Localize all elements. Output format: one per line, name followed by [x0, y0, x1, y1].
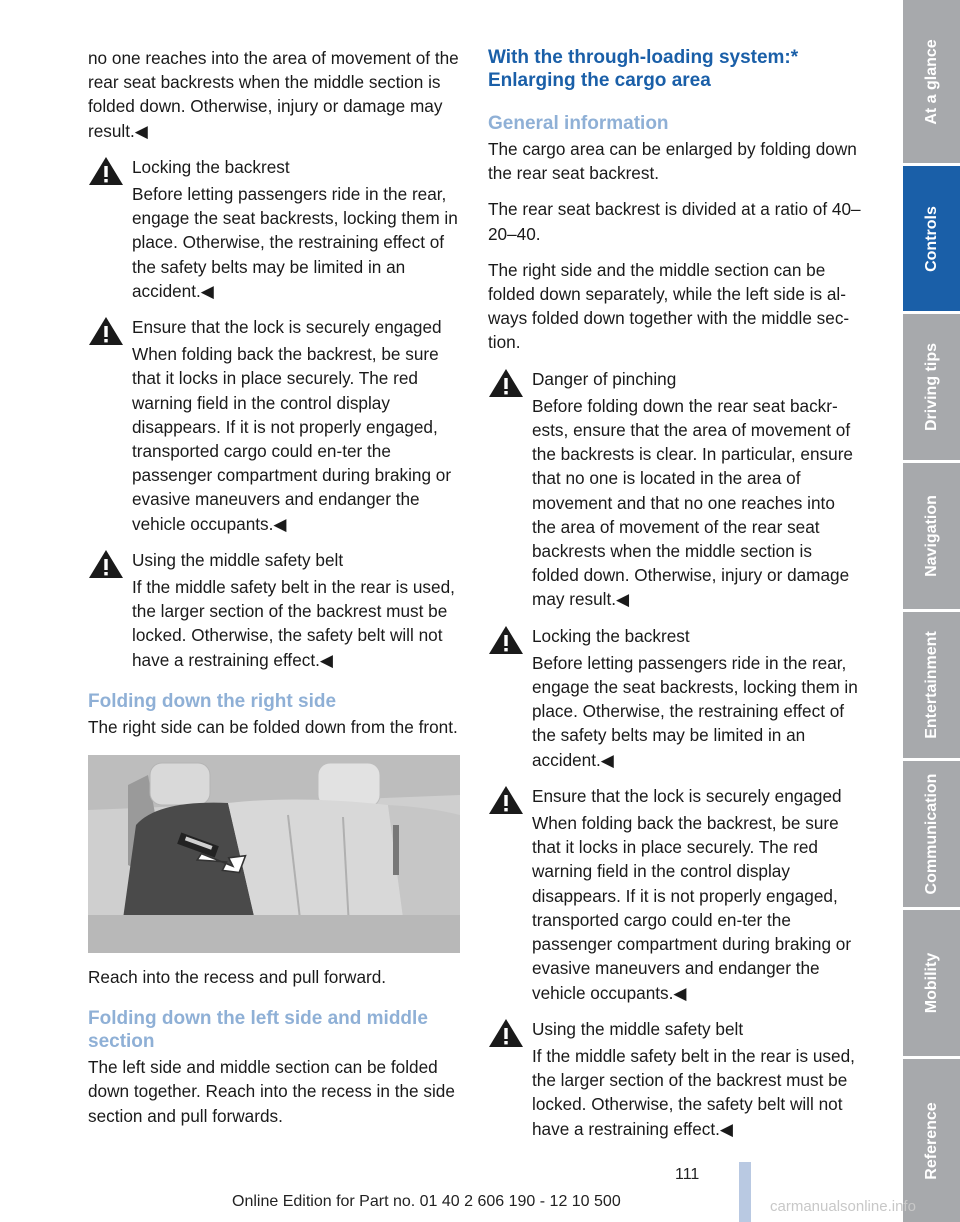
section-text: The right side can be folded down from the front. — [88, 716, 458, 737]
paragraph: The right side and the middle section can be folded down separately, while the left side is al‐ways folded down together with the middle sec‐tion. — [488, 259, 850, 353]
page-heading: With the through-loading system:* Enlarging the cargo area — [488, 47, 799, 91]
section-text: The left side and middle section can be folded down together. Reach into the recess in the side section and pull forwards. — [88, 1057, 455, 1126]
tab-label: Driving tips — [922, 342, 940, 432]
paragraph: The rear seat backrest is divided at a ratio of 40–20–40. — [488, 199, 861, 244]
warning-title: Using the middle safety belt — [132, 549, 344, 570]
tab-navigation[interactable] — [903, 463, 960, 609]
tab-communication[interactable] — [903, 761, 960, 907]
tab-label: At a glance — [922, 38, 940, 125]
warning-title: Ensure that the lock is securely engaged — [532, 785, 842, 806]
warning-triangle-icon — [88, 156, 124, 186]
tab-label: Mobility — [922, 952, 940, 1014]
section-heading: Folding down the left side and middle section — [88, 1008, 428, 1053]
tab-label: Controls — [922, 205, 940, 272]
warning-triangle-icon — [88, 316, 124, 346]
paragraph: The cargo area can be enlarged by folding down the rear seat backrest. — [488, 139, 857, 184]
warning-triangle-icon — [88, 549, 124, 579]
tab-label: Reference — [922, 1101, 940, 1180]
warning-body: When folding back the backrest, be sure that it locks in place securely. The red warning field in the control display disappears. If it is not properly engaged, transported cargo could en‐ter the passenger compartment during braking or evasive maneuvers and endanger the vehicle occupants.◀ — [132, 344, 452, 534]
rear-seat-photo — [88, 755, 460, 953]
warning-body: Before letting passengers ride in the rear, engage the seat backrests, locking them in place. Otherwise, the restraining effect of the safety belts may be limited in an accident.◀ — [132, 184, 458, 301]
section-heading: Folding down the right side — [88, 690, 337, 712]
warning-block — [488, 624, 862, 772]
warning-title: Using the middle safety belt — [532, 1018, 744, 1039]
tab-driving-tips[interactable] — [903, 314, 960, 460]
warning-body: When folding back the backrest, be sure that it locks in place securely. The red warning field in the control display disappears. If it is not properly engaged, transported cargo could en‐ter the passenger compartment during braking or evasive maneuvers and endanger the vehicle occupants.◀ — [532, 813, 852, 1003]
tab-at-a-glance[interactable] — [903, 0, 960, 163]
left-column — [88, 46, 462, 1140]
warning-triangle-icon — [488, 785, 524, 815]
warning-title: Locking the backrest — [532, 625, 690, 646]
warning-block — [88, 548, 462, 672]
tab-label: Communication — [922, 773, 940, 895]
page-marker-bar — [739, 1162, 751, 1222]
warning-body: If the middle safety belt in the rear is used, the larger section of the backrest must be locked. Otherwise, the safety belt will not have a restraining effect.◀ — [532, 1045, 855, 1139]
footer-edition: Online Edition for Part no. 01 40 2 606 190 - 12 10 500 — [232, 1193, 621, 1210]
photo-caption: Reach into the recess and pull forward. — [88, 967, 387, 988]
tab-mobility[interactable] — [903, 910, 960, 1056]
warning-block — [488, 1017, 862, 1141]
warning-title: Locking the backrest — [132, 156, 290, 177]
page-number: 111 — [675, 1166, 700, 1183]
rear-seat-illustration — [88, 755, 460, 953]
warning-block — [488, 784, 862, 1005]
tab-label: Entertainment — [922, 631, 940, 739]
watermark: carmanualsonline.info — [770, 1198, 916, 1215]
warning-title: Danger of pinching — [532, 368, 677, 389]
tab-label: Navigation — [922, 495, 940, 577]
warning-body: Before letting passengers ride in the rear, engage the seat backrests, locking them in place. Otherwise, the restraining effect of the safety belts may be limited in an accident.◀ — [532, 652, 858, 770]
intro-paragraph: no one reaches into the area of movement of the rear seat backrests when the middle section is folded down. Otherwise, injury or damage may result.◀ — [88, 48, 459, 141]
warning-block — [88, 155, 462, 303]
warning-body: If the middle safety belt in the rear is used, the larger section of the backrest must be locked. Otherwise, the safety belt will not have a restraining effect.◀ — [132, 577, 455, 670]
warning-triangle-icon — [488, 368, 524, 398]
warning-triangle-icon — [488, 625, 524, 655]
warning-triangle-icon — [488, 1018, 524, 1048]
warning-block — [88, 315, 462, 536]
right-column — [488, 46, 862, 1153]
warning-body: Before folding down the rear seat backr‐ests, ensure that the area of movement of the backrests is clear. In particular, ensure that no one is located in the area of movement and that no one reaches into the area of movement of the rear seat backrests when the middle section is folded down. Otherwise, injury or damage may result.◀ — [532, 395, 853, 610]
subsection-heading: General information — [488, 113, 669, 134]
tab-entertainment[interactable] — [903, 612, 960, 758]
chapter-tabs — [899, 0, 960, 1222]
warning-block — [488, 367, 862, 612]
tab-controls[interactable] — [903, 166, 960, 311]
warning-title: Ensure that the lock is securely engaged — [132, 317, 442, 338]
